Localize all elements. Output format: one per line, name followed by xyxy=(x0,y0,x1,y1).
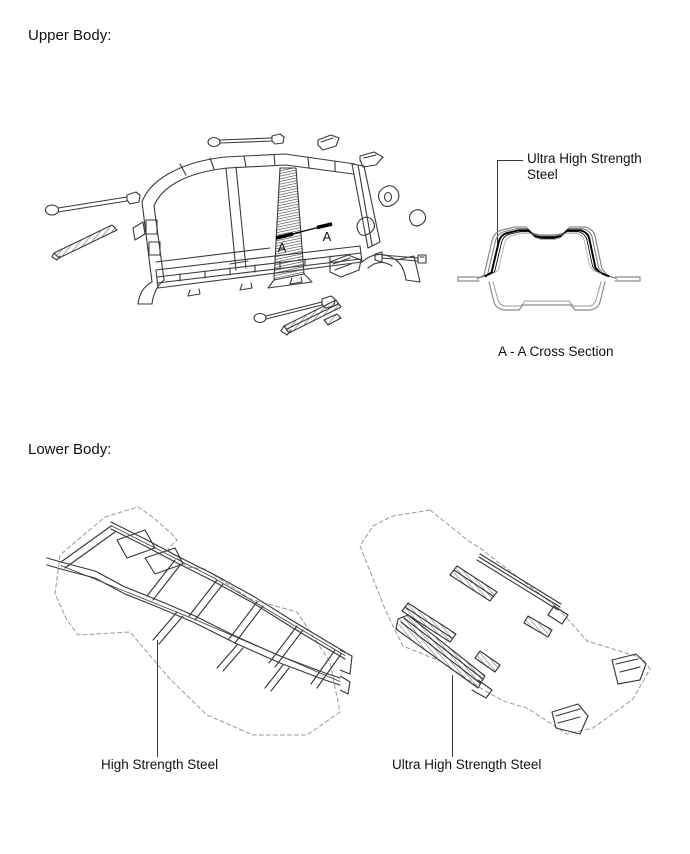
door-beam-top xyxy=(208,134,284,147)
cross-section-drawing xyxy=(455,205,643,333)
small-brackets xyxy=(318,135,426,325)
section-marker-a-right: A xyxy=(322,229,332,244)
uhss-lower-leader-line xyxy=(452,675,453,757)
upper-body-exploded-drawing xyxy=(30,112,450,362)
ladder-frame xyxy=(47,522,345,691)
lower-body-floor-drawing xyxy=(340,498,690,756)
hss-label: High Strength Steel xyxy=(101,757,219,772)
uhss-callout-label: Ultra High Strength Steel xyxy=(527,151,642,182)
floor-reinforcements xyxy=(340,554,646,734)
callout-leader-horizontal xyxy=(497,160,523,161)
lower-body-heading: Lower Body: xyxy=(28,441,112,458)
door-beam-left xyxy=(46,192,141,215)
b-pillar-highlighted xyxy=(268,168,312,288)
uhss-lower-label: Ultra High Strength Steel xyxy=(392,757,542,772)
door-beam-right xyxy=(375,252,426,263)
upper-body-heading: Upper Body: xyxy=(28,27,112,44)
cross-section-caption: A - A Cross Section xyxy=(498,344,614,359)
hss-leader-line xyxy=(157,640,158,757)
section-marker-a-left: A xyxy=(277,240,287,255)
lower-body-frame-drawing xyxy=(25,500,355,758)
sill-strip-left xyxy=(52,225,117,260)
